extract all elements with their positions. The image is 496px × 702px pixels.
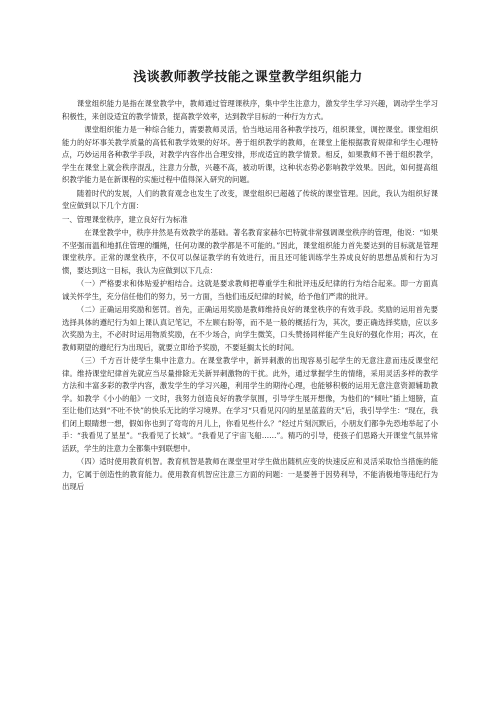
document-title: 浅谈教师教学技能之课堂教学组织能力 bbox=[133, 70, 363, 85]
document-body bbox=[62, 98, 438, 495]
paragraph-order: 在课堂教学中，秩序井然是有效教学的基础。著名教育家赫尔巴特就非常强调课堂秩序的管理，他说：“如果不坚强而温和地抓住管理的缰绳，任何功课的教学都是不可能的。”因此，课堂组织能力首先要达到的目标就是管理课堂秩序。正常的课堂秩序，不仅可以保证教学的有效进行，而且还可能训练学生养成良好的思想品质和行为习惯，要达到这一目标，我认为应做到以下几点： bbox=[62, 228, 438, 275]
paragraph-point-4: （四）适时使用教育机智。教育机智是教师在课堂里对学生做出随机应变的快速反应和灵活采取恰当措施的能力，它属于创造性的教育能力。使用教育机智应注意三方面的问题：一是要善于因势利导，不能消极地等违纪行为出现后 bbox=[62, 457, 438, 491]
paragraph-point-3: （三）千方百计使学生集中注意力。在课堂教学中，新异刺激的出现容易引起学生的无意注意而违反课堂纪律。维持课堂纪律首先就应当尽量排除无关新异刺激物的干扰。此外，通过掌握学生的情绪，采用灵活多样的教学方法和丰富多彩的教学内容，激发学生的学习兴趣，利用学生的期待心理，也能够积极的运用无意注意资源辅助教学。如教学《小小的船》一文时，我努力创造良好的教学氛围，引导学生展开想像，为他们的“倾吐”插上翅膀，直至让他们达到“不吐不快”的快乐无比的学习境界。在学习“只看见闪闪的星星蓝蓝的天”后，我引导学生：“现在，我们闭上眼睛想一想，假如你也到了弯弯的月儿上，你看见些什么？”经过片刻沉默后，小朋友们都争先恐地举起了小手：“我看见了星星”。“我看见了长城”。“我看见了宇宙飞船……”。精巧的引导，使孩子们思路大开课堂气氛异常活跃，学生的注意力全都集中到联想中。 bbox=[62, 356, 438, 453]
paragraph-point-1: （一）严格要求和体贴爱护相结合。这就是要求教师把尊重学生和批评违反纪律的行为结合起来。即一方面真诚关怀学生，充分信任他们的努力，另一方面，当他们违反纪律的时候，给予他们严肃的批评。 bbox=[62, 279, 438, 301]
paragraph-transition: 随着时代的发展，人们的教育观念也发生了改变，课堂组织已超越了传统的课堂管理。因此，我认为组织好课堂应做到以下几个方面： bbox=[62, 188, 438, 210]
paragraph-overview: 课堂组织能力是一种综合能力，需要教师灵活，恰当地运用各种教学技巧，组织课堂，调控课堂。课堂组织能力的好坏事关教学质量的高低和教学效果的好坏。善于组织教学的教师，在课堂上能根据教育规律和学生心理特点，巧妙运用各种教学手段，对教学内容作出合理安排，形成适宜的教学情景。相反，如果教师不善于组织教学，学生在课堂上就会秩序混乱，注意力分散，兴趣不高，被动听课，这种状态势必影响教学效果。因此，如何提高组织教学能力是在新课程的实施过程中值得深入研究的问题。 bbox=[62, 125, 438, 184]
paragraph-point-2: （二）正确运用奖励和惩罚。首先，正确运用奖励是教师维持良好的课堂秩序的有效手段。奖励的运用首先要选择具体的遵纪行为如上课认真记笔记，不左顾右盼等，而不是一般的概括行为，其次，要正确选择奖励，应以多次奖励为主，不必时时运用物质奖励，在不少场合，向学生微笑，口头赞扬同样能产生良好的强化作用；再次，在教师期望的遵纪行为出现后，就要立即给予奖励，不要延搁太长的时间。 bbox=[62, 305, 438, 352]
paragraph-intro: 课堂组织能力是指在课堂教学中，教师通过管理课秩序，集中学生注意力，激发学生学习兴趣，调动学生学习积极性，来创设适宜的教学情景，提高教学效率，达到教学目标的一种行为方式。 bbox=[62, 99, 438, 121]
section-heading-1: 一、管理课堂秩序，建立良好行为标准 bbox=[62, 214, 188, 224]
